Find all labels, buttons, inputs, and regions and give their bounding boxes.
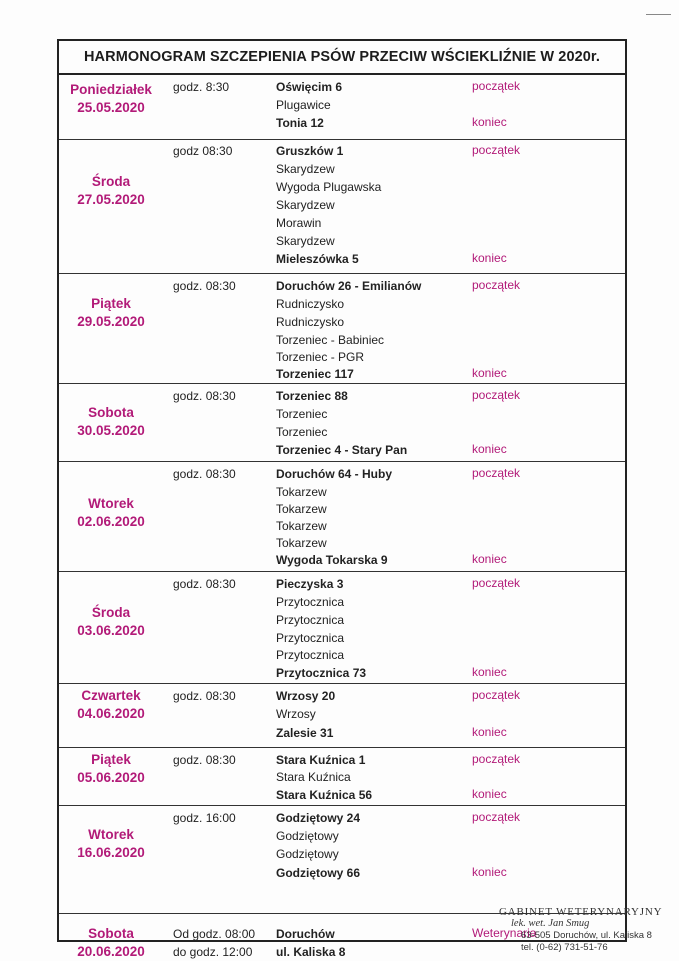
day-label: [59, 687, 163, 723]
stamp-address: 63-505 Doruchów, ul. Kaliska 8: [521, 930, 652, 941]
location-name: Skarydzew: [276, 162, 335, 176]
route-marker: koniec: [472, 665, 507, 679]
location-name: Tokarzew: [276, 519, 327, 533]
location-name: ul. Kaliska 8: [276, 945, 346, 959]
location-name: Torzeniec 117: [276, 367, 354, 381]
location-name: Torzeniec: [276, 407, 328, 421]
location-name: Mieleszówka 5: [276, 252, 359, 266]
day-label: [59, 495, 163, 531]
start-time: godz. 08:30: [173, 279, 236, 293]
location-name: Torzeniec 4 - Stary Pan: [276, 443, 408, 457]
date: 30.05.2020: [77, 423, 145, 438]
location-name: Pieczyska 3: [276, 577, 344, 591]
location-name: Torzeniec - Babiniec: [276, 333, 385, 347]
date: 29.05.2020: [77, 314, 145, 329]
start-time: do godz. 12:00: [173, 945, 253, 959]
location-name: Torzeniec 88: [276, 389, 348, 403]
date: 25.05.2020: [77, 100, 145, 115]
location-name: Morawin: [276, 216, 322, 230]
vet-clinic-stamp: [499, 906, 679, 954]
weekday-name: Poniedziałek: [70, 82, 152, 97]
day-section: [59, 572, 625, 684]
location-name: Oświęcim 6: [276, 80, 343, 94]
day-section: [59, 140, 625, 274]
location-name: Torzeniec: [276, 425, 328, 439]
day-label: [59, 295, 163, 331]
location-name: Rudniczysko: [276, 297, 345, 311]
location-name: Godziętowy: [276, 829, 339, 843]
day-section: [59, 75, 625, 140]
route-marker: koniec: [472, 865, 507, 879]
weekday-name: Wtorek: [88, 827, 134, 842]
document-title: HARMONOGRAM SZCZEPIENIA PSÓW PRZECIW WŚCIEKLIŹNIE W 2020r.: [59, 41, 625, 75]
location-name: Doruchów 64 - Huby: [276, 467, 393, 481]
weekday-name: Środa: [91, 605, 131, 620]
location-name: Rudniczysko: [276, 315, 345, 329]
stamp-doctor: lek. wet. Jan Smug: [511, 918, 590, 929]
route-marker: koniec: [472, 115, 507, 129]
weekday-name: Piątek: [91, 752, 131, 767]
start-time: godz. 08:30: [173, 467, 236, 481]
day-label: [59, 826, 163, 862]
stamp-phone: tel. (0-62) 731-51-76: [521, 942, 608, 953]
location-name: Godziętowy: [276, 847, 339, 861]
location-name: Wrzosy 20: [276, 689, 336, 703]
route-marker: początek: [472, 143, 521, 157]
day-section: [59, 806, 625, 914]
date: 16.06.2020: [77, 845, 145, 860]
date: 03.06.2020: [77, 623, 145, 638]
scan-mark: [646, 14, 671, 15]
location-name: Stara Kuźnica: [276, 770, 351, 784]
start-time: godz. 08:30: [173, 577, 236, 591]
route-marker: początek: [472, 79, 521, 93]
day-section: [59, 462, 625, 572]
date: 27.05.2020: [77, 192, 145, 207]
location-name: Skarydzew: [276, 198, 335, 212]
location-name: Plugawice: [276, 98, 331, 112]
location-name: Stara Kuźnica 56: [276, 788, 373, 802]
weekday-name: Czwartek: [81, 688, 141, 703]
location-name: Wrzosy: [276, 707, 316, 721]
location-name: Przytocznica 73: [276, 666, 367, 680]
route-marker: początek: [472, 466, 521, 480]
location-name: Przytocznica: [276, 648, 345, 662]
day-label: [59, 925, 163, 961]
location-name: Tokarzew: [276, 502, 327, 516]
start-time: Od godz. 08:00: [173, 927, 256, 941]
route-marker: początek: [472, 388, 521, 402]
weekday-name: Wtorek: [88, 496, 134, 511]
route-marker: koniec: [472, 552, 507, 566]
start-time: godz. 08:30: [173, 753, 236, 767]
route-marker: koniec: [472, 787, 507, 801]
location-name: Wygoda Tokarska 9: [276, 553, 388, 567]
date: 02.06.2020: [77, 514, 145, 529]
date: 20.06.2020: [77, 944, 145, 959]
location-name: Wygoda Plugawska: [276, 180, 382, 194]
date: 05.06.2020: [77, 770, 145, 785]
location-name: Godziętowy 24: [276, 811, 361, 825]
day-label: [59, 751, 163, 787]
day-section: [59, 274, 625, 384]
start-time: godz 08:30: [173, 144, 233, 158]
route-marker: początek: [472, 810, 521, 824]
day-section: [59, 748, 625, 806]
weekday-name: Sobota: [88, 926, 134, 941]
location-name: Gruszków 1: [276, 144, 344, 158]
weekday-name: Piątek: [91, 296, 131, 311]
day-section: [59, 684, 625, 748]
location-name: Doruchów 26 - Emilianów: [276, 279, 422, 293]
location-name: Tokarzew: [276, 536, 327, 550]
weekday-name: Sobota: [88, 405, 134, 420]
start-time: godz. 16:00: [173, 811, 236, 825]
stamp-clinic-name: GABINET WETERYNARYJNY: [499, 906, 663, 918]
start-time: godz. 08:30: [173, 689, 236, 703]
location-name: Przytocznica: [276, 631, 345, 645]
location-name: Stara Kuźnica 1: [276, 753, 366, 767]
start-time: godz. 8:30: [173, 80, 230, 94]
location-name: Tonia 12: [276, 116, 324, 130]
location-name: Skarydzew: [276, 234, 335, 248]
day-section: [59, 384, 625, 462]
date: 04.06.2020: [77, 706, 145, 721]
start-time: godz. 08:30: [173, 389, 236, 403]
route-marker: początek: [472, 752, 521, 766]
location-name: Przytocznica: [276, 595, 345, 609]
route-marker: koniec: [472, 725, 507, 739]
day-label: [59, 173, 163, 209]
route-marker: koniec: [472, 442, 507, 456]
location-name: Przytocznica: [276, 613, 345, 627]
day-label: [59, 604, 163, 640]
route-marker: koniec: [472, 251, 507, 265]
day-label: [59, 404, 163, 440]
route-marker: Weterynaria: [472, 926, 537, 940]
location-name: Tokarzew: [276, 485, 327, 499]
location-name: Zalesie 31: [276, 726, 334, 740]
route-marker: koniec: [472, 366, 507, 380]
route-marker: początek: [472, 688, 521, 702]
route-marker: początek: [472, 278, 521, 292]
location-name: Godziętowy 66: [276, 866, 361, 880]
route-marker: początek: [472, 576, 521, 590]
weekday-name: Środa: [91, 174, 131, 189]
location-name: Doruchów: [276, 927, 335, 941]
location-name: Torzeniec - PGR: [276, 350, 365, 364]
day-label: [59, 81, 163, 117]
